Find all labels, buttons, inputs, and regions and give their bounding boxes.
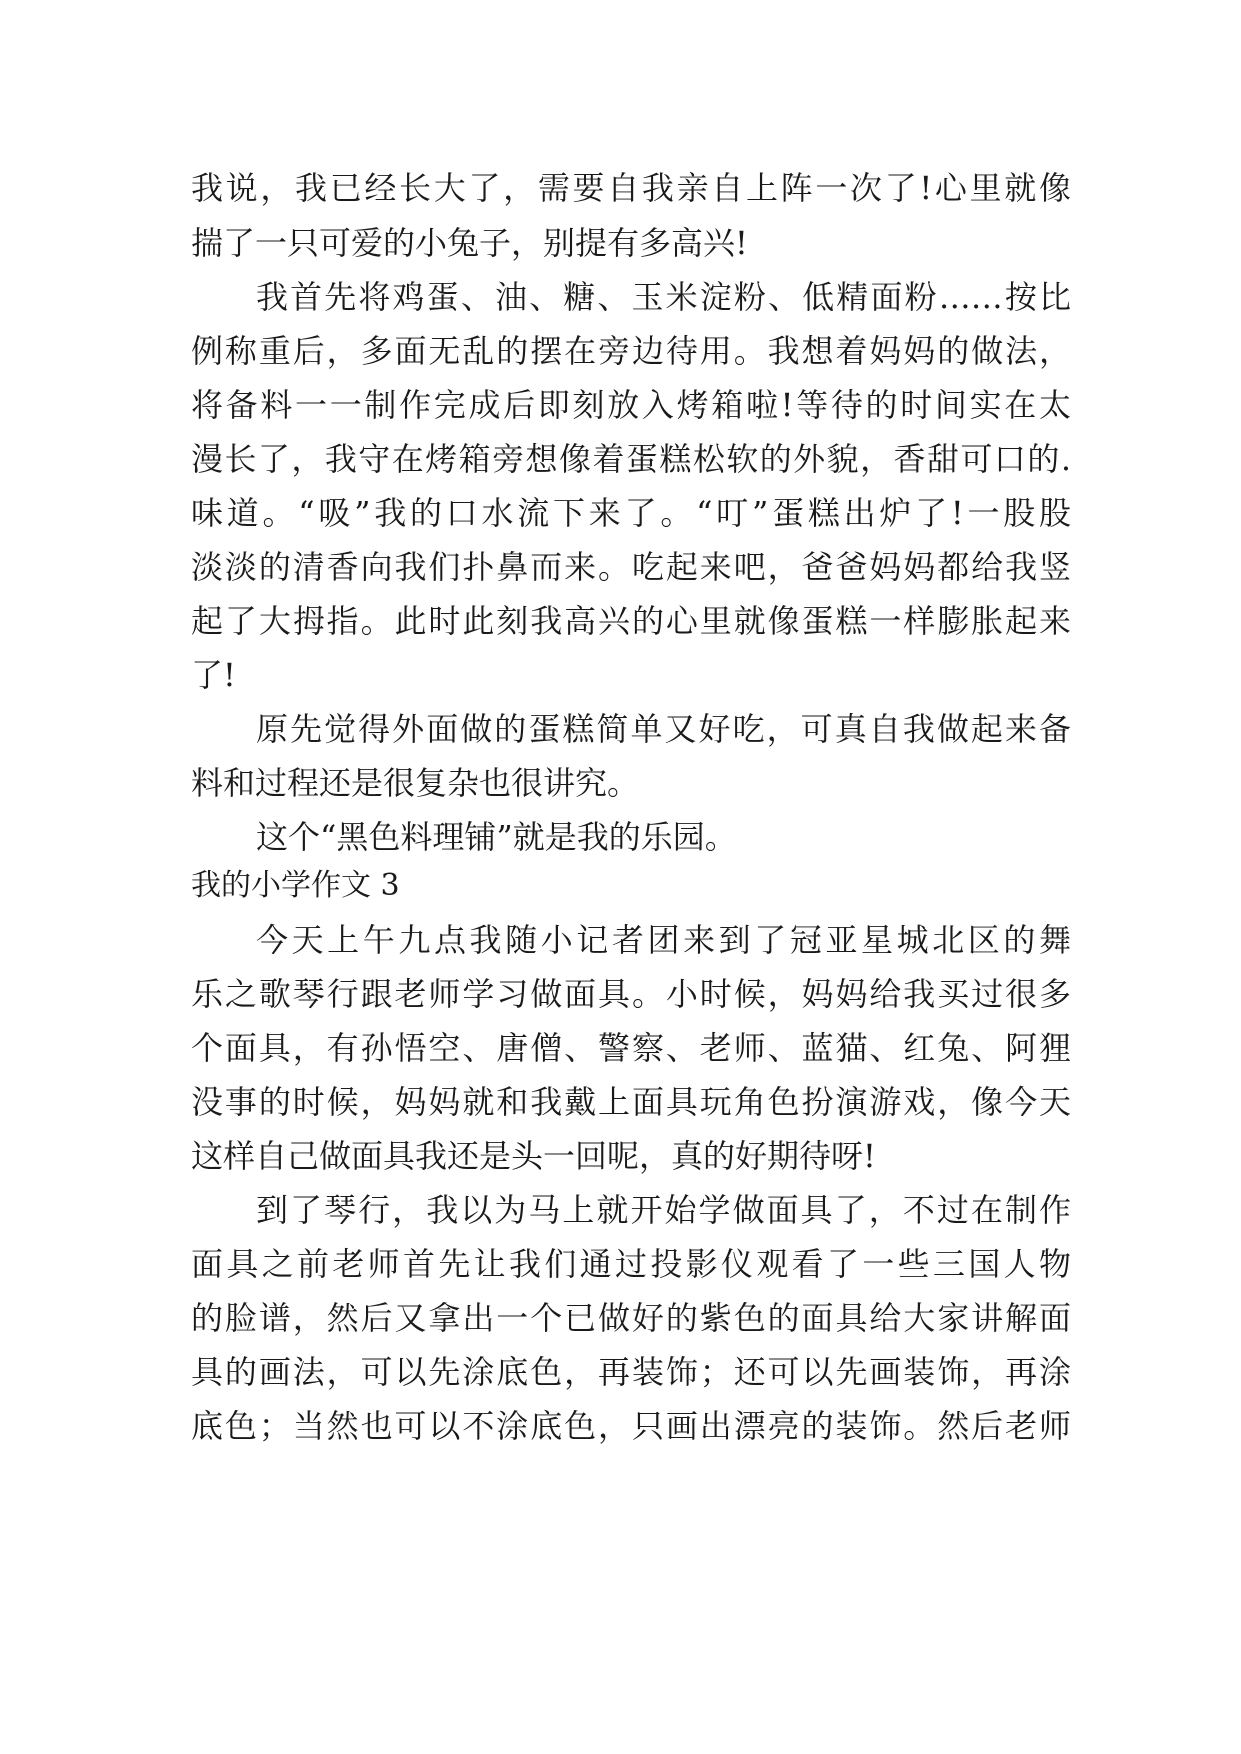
text-line: 淡淡的清香向我们扑鼻而来。吃起来吧，爸爸妈妈都给我竖 bbox=[191, 548, 1071, 586]
text-line: 具的画法，可以先涂底色，再装饰；还可以先画装饰，再涂 bbox=[191, 1353, 1071, 1391]
text-line: 面具之前老师首先让我们通过投影仪观看了一些三国人物 bbox=[191, 1245, 1071, 1283]
text-line: 味道。“吸”我的口水流下来了。“叮”蛋糕出炉了!一股股 bbox=[191, 494, 1071, 532]
section-title: 我的小学作文 3 bbox=[191, 868, 400, 903]
text-line: 的脸谱，然后又拿出一个已做好的紫色的面具给大家讲解面 bbox=[191, 1299, 1071, 1337]
text-line: 漫长了，我守在烤箱旁想像着蛋糕松软的外貌，香甜可口的. bbox=[191, 440, 1071, 478]
text-line: 例称重后，多面无乱的摆在旁边待用。我想着妈妈的做法， bbox=[191, 332, 1071, 370]
text-line: 我首先将鸡蛋、油、糖、玉米淀粉、低精面粉……按比 bbox=[256, 278, 1071, 316]
text-line: 到了琴行，我以为马上就开始学做面具了，不过在制作 bbox=[256, 1191, 1071, 1229]
text-line: 将备料一一制作完成后即刻放入烤箱啦!等待的时间实在太 bbox=[191, 386, 1071, 424]
text-line: 原先觉得外面做的蛋糕简单又好吃，可真自我做起来备 bbox=[256, 710, 1071, 748]
text-line: 没事的时候，妈妈就和我戴上面具玩角色扮演游戏，像今天 bbox=[191, 1083, 1071, 1121]
text-line: 我说，我已经长大了，需要自我亲自上阵一次了!心里就像 bbox=[191, 169, 1071, 207]
text-line: 底色；当然也可以不涂底色，只画出漂亮的装饰。然后老师 bbox=[191, 1407, 1071, 1445]
text-line: 乐之歌琴行跟老师学习做面具。小时候，妈妈给我买过很多 bbox=[191, 975, 1071, 1013]
text-line: 揣了一只可爱的小兔子，别提有多高兴! bbox=[191, 224, 748, 262]
text-line: 这个“黑色料理铺”就是我的乐园。 bbox=[256, 818, 737, 856]
text-line: 起了大拇指。此时此刻我高兴的心里就像蛋糕一样膨胀起来 bbox=[191, 602, 1071, 640]
text-line: 这样自己做面具我还是头一回呢，真的好期待呀! bbox=[191, 1137, 876, 1175]
text-line: 料和过程还是很复杂也很讲究。 bbox=[191, 764, 640, 802]
text-line: 今天上午九点我随小记者团来到了冠亚星城北区的舞 bbox=[256, 921, 1071, 959]
text-line: 个面具，有孙悟空、唐僧、警察、老师、蓝猫、红兔、阿狸 bbox=[191, 1029, 1071, 1067]
text-line: 了! bbox=[191, 656, 236, 694]
